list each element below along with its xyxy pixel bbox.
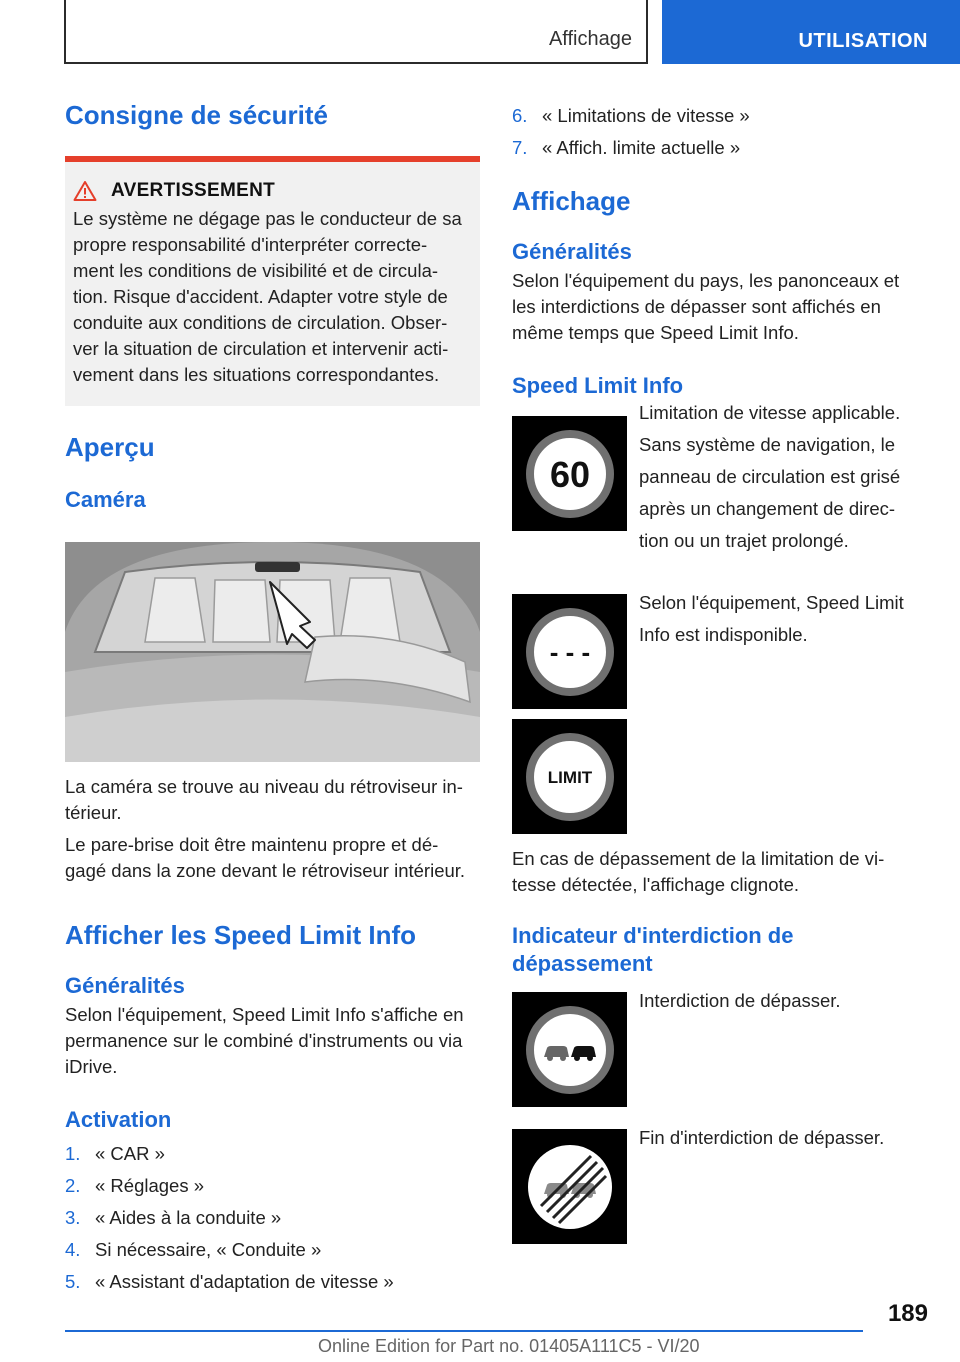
- limit-sign-icon: [525, 732, 615, 822]
- activation-heading: Activation: [65, 1107, 172, 1132]
- camera-text-line: térieur.: [65, 802, 122, 823]
- list-item: 3. « Aides à la conduite »: [65, 1207, 282, 1228]
- end-no-overtaking-text: Fin d'interdiction de dépasser.: [639, 1127, 885, 1148]
- header-section-tab: [64, 0, 648, 64]
- sign-limit-row: [512, 719, 922, 834]
- list-item: 5. « Assistant d'adaptation de vitesse »: [65, 1271, 394, 1292]
- warning-line: tion. Risque d'accident. Adapter votre style de: [73, 286, 448, 307]
- flash-text-line: tesse détectée, l'affichage clignote.: [512, 874, 800, 895]
- car-interior-illustration: [65, 542, 480, 762]
- warning-box: [65, 162, 480, 406]
- left-column: [65, 100, 480, 1298]
- general-text-line: Selon l'équipement, Speed Limit Info s'affiche en: [65, 1004, 464, 1025]
- list-item: 1. « CAR »: [65, 1143, 165, 1164]
- general-text-line: même temps que Speed Limit Info.: [512, 322, 799, 343]
- camera-heading: Caméra: [65, 487, 146, 512]
- end-no-overtaking-sign: [512, 1129, 627, 1244]
- no-overtaking-icon: [525, 1005, 615, 1095]
- camera-text-line: La caméra se trouve au niveau du rétroviseur in‐: [65, 776, 463, 797]
- end-no-overtaking-icon: [525, 1142, 615, 1232]
- camera-text-line: gagé dans la zone devant le rétroviseur intérieur.: [65, 860, 466, 881]
- no-overtaking-heading: Indicateur d'interdiction de dépassement: [512, 923, 794, 976]
- sign-60-row: [512, 402, 922, 554]
- camera-interior-image: [65, 542, 480, 762]
- sli-heading: Speed Limit Info: [512, 373, 684, 398]
- general-text-line: iDrive.: [65, 1056, 118, 1077]
- svg-text:- - -: - - -: [549, 636, 590, 667]
- no-overtaking-row: [512, 992, 922, 1107]
- svg-text:LIMIT: LIMIT: [547, 767, 592, 787]
- sign-60-text-line: tion ou un trajet prolongé.: [639, 530, 849, 551]
- no-overtaking-sign: [512, 992, 627, 1107]
- warning-line: Le système ne dégage pas le conducteur de sa: [73, 208, 462, 229]
- svg-text:60: 60: [549, 453, 590, 495]
- sign-unavailable-row: [512, 594, 922, 709]
- sign-unavailable-text-line: Selon l'équipement, Speed Limit: [639, 592, 904, 613]
- general-text-line: les interdictions de dépasser sont affichés en: [512, 296, 881, 317]
- speed-limit-sign-icon: [525, 429, 615, 519]
- warning-line: ment les conditions de visibilité et de circula‐: [73, 260, 439, 281]
- dashes-sign-icon: [525, 607, 615, 697]
- footer-rule: [65, 1330, 863, 1332]
- header-chapter-tab: [662, 0, 960, 64]
- activation-steps: [65, 1138, 480, 1298]
- footer-edition: Online Edition for Part no. 01405A111C5 - VI/20: [318, 1336, 700, 1356]
- speed-limit-unavailable-sign: [512, 594, 627, 709]
- end-no-overtaking-row: [512, 1129, 922, 1244]
- page-number: 189: [887, 1300, 928, 1327]
- camera-text-line: Le pare-brise doit être maintenu propre et dé‐: [65, 834, 439, 855]
- affichage-heading: Affichage: [512, 186, 631, 216]
- sign-60-text: Limitation de vitesse applicable.: [639, 402, 901, 423]
- flash-text-line: En cas de dépassement de la limitation de vi‐: [512, 848, 885, 869]
- limit-sign: [512, 719, 627, 834]
- speed-limit-60-sign: [512, 416, 627, 531]
- general-text-line: permanence sur le combiné d'instruments ou via: [65, 1030, 463, 1051]
- list-item: 2. « Réglages »: [65, 1175, 205, 1196]
- show-sli-heading: Afficher les Speed Limit Info: [65, 920, 417, 950]
- header-section-label: Affichage: [548, 28, 632, 50]
- apercu-heading: Aperçu: [65, 432, 155, 462]
- general-heading: Généralités: [65, 973, 185, 998]
- sign-60-text-line: panneau de circulation est grisé: [639, 466, 901, 487]
- warning-line: conduite aux conditions de circulation. Obser‐: [73, 312, 448, 333]
- warning-line: vement dans les situations correspondantes.: [73, 364, 440, 385]
- header-chapter-label: UTILISATION: [798, 30, 928, 52]
- sign-60-text-line: après un changement de direc‐: [639, 498, 896, 519]
- list-item: 7. « Affich. limite actuelle »: [512, 137, 741, 158]
- list-item: 6. « Limitations de vitesse »: [512, 105, 750, 126]
- warning-line: propre responsabilité d'interpréter correcte‐: [73, 234, 428, 255]
- list-item: 4. Si nécessaire, « Conduite »: [65, 1239, 322, 1260]
- warning-line: ver la situation de circulation et intervenir acti‐: [73, 338, 449, 359]
- right-column: [512, 100, 922, 1244]
- no-overtaking-text: Interdiction de dépasser.: [639, 990, 841, 1011]
- warning-triangle-icon: [73, 180, 97, 202]
- safety-heading: Consigne de sécurité: [65, 100, 328, 130]
- warning-label: AVERTISSEMENT: [111, 180, 276, 201]
- activation-steps-continued: [512, 100, 922, 164]
- sign-60-text-line: Sans système de navigation, le: [639, 434, 896, 455]
- general-heading: Généralités: [512, 239, 632, 264]
- general-text-line: Selon l'équipement du pays, les panonceaux et: [512, 270, 900, 291]
- sign-unavailable-text-line: Info est indisponible.: [639, 624, 808, 645]
